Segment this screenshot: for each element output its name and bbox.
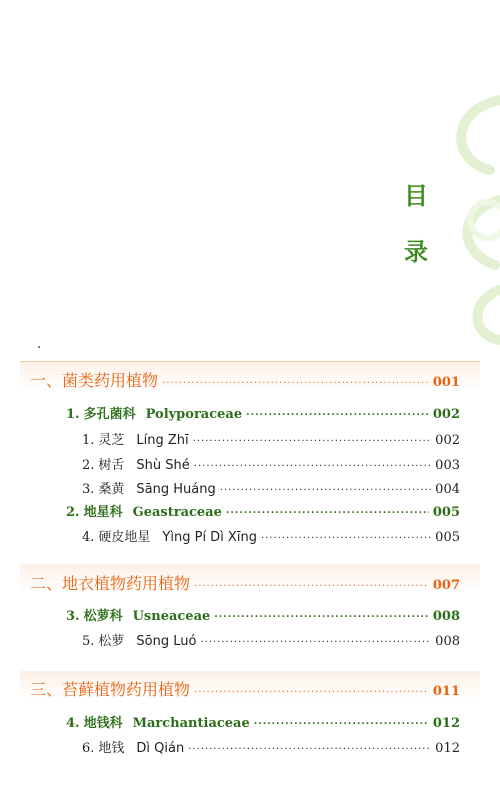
- item-num: 2.: [82, 458, 95, 473]
- family-cn: 地钱科: [83, 716, 123, 731]
- chapter-title: 三、苔藓植物药用植物: [30, 680, 191, 699]
- dot-leader: [200, 634, 431, 645]
- family-latin: Marchantiaceae: [132, 716, 250, 731]
- family-latin: Usneaceae: [132, 609, 211, 624]
- item-num: 5.: [82, 634, 95, 649]
- dot-leader: [220, 482, 431, 493]
- item-pinyin: Shù Shé: [136, 458, 190, 473]
- family-cn: 松萝科: [83, 609, 123, 624]
- dot-leader: [261, 530, 431, 541]
- toc-family-3[interactable]: [66, 605, 460, 624]
- toc-family-1[interactable]: [66, 403, 460, 422]
- toc-item-6[interactable]: [82, 737, 460, 756]
- page-number: 002: [432, 407, 460, 422]
- item-cn: 硬皮地星: [98, 530, 151, 545]
- family-cn: 地星科: [83, 505, 123, 520]
- family-latin: Polyporaceae: [145, 407, 243, 422]
- dot-leader: [188, 741, 431, 752]
- family-cn: 多孔菌科: [83, 407, 136, 422]
- item-cn: 松萝: [98, 634, 125, 649]
- page-number: 012: [432, 716, 460, 731]
- item-pinyin: Yìng Pí Dì Xīng: [162, 530, 257, 545]
- toc-chapter-3[interactable]: [30, 677, 460, 700]
- dot-leader: [254, 716, 429, 727]
- dot-leader: [194, 684, 429, 695]
- item-cn: 树舌: [98, 458, 125, 473]
- page-number: 005: [432, 505, 460, 520]
- family-num: 1.: [66, 407, 80, 422]
- family-num: 4.: [66, 716, 80, 731]
- page-number: 004: [435, 482, 460, 497]
- toc-family-4[interactable]: [66, 712, 460, 731]
- page-title-char-1: 目: [404, 182, 428, 210]
- decorative-dot: [38, 346, 40, 348]
- toc-chapter-2[interactable]: [30, 571, 460, 594]
- dot-leader: [162, 375, 429, 386]
- page-number: 007: [432, 578, 460, 593]
- item-cn: 地钱: [98, 741, 125, 756]
- toc-item-5[interactable]: [82, 630, 460, 649]
- dot-leader: [226, 505, 429, 516]
- page-number: 008: [435, 634, 460, 649]
- dot-leader: [193, 433, 432, 444]
- family-num: 2.: [66, 505, 80, 520]
- family-num: 3.: [66, 609, 80, 624]
- item-pinyin: Dì Qián: [136, 741, 185, 756]
- page-number: 012: [435, 741, 460, 756]
- page-number: 005: [435, 530, 460, 545]
- toc-item-1[interactable]: [82, 429, 460, 448]
- item-num: 1.: [82, 433, 95, 448]
- toc-item-4[interactable]: [82, 526, 460, 545]
- toc-item-2[interactable]: [82, 454, 460, 473]
- item-cn: 桑黄: [98, 482, 125, 497]
- decorative-swirl: [430, 90, 500, 350]
- item-pinyin: Líng Zhī: [136, 433, 189, 448]
- item-num: 6.: [82, 741, 95, 756]
- chapter-title: 二、地衣植物药用植物: [30, 574, 191, 593]
- item-pinyin: Sōng Luó: [136, 634, 197, 649]
- page-number: 003: [435, 458, 460, 473]
- toc-family-2[interactable]: [66, 501, 460, 520]
- toc-chapter-1[interactable]: [30, 368, 460, 391]
- family-latin: Geastraceae: [132, 505, 222, 520]
- item-pinyin: Sāng Huáng: [136, 482, 216, 497]
- dot-leader: [214, 609, 429, 620]
- dot-leader: [194, 578, 429, 589]
- page-number: 008: [432, 609, 460, 624]
- item-num: 4.: [82, 530, 95, 545]
- chapter-title: 一、菌类药用植物: [30, 371, 159, 390]
- page-number: 002: [435, 433, 460, 448]
- page-title-char-2: 录: [404, 238, 428, 266]
- dot-leader: [246, 407, 429, 418]
- page-number: 011: [432, 684, 460, 699]
- dot-leader: [194, 458, 431, 469]
- item-cn: 灵芝: [98, 433, 125, 448]
- page-number: 001: [432, 375, 460, 390]
- toc-item-3[interactable]: [82, 478, 460, 497]
- item-num: 3.: [82, 482, 95, 497]
